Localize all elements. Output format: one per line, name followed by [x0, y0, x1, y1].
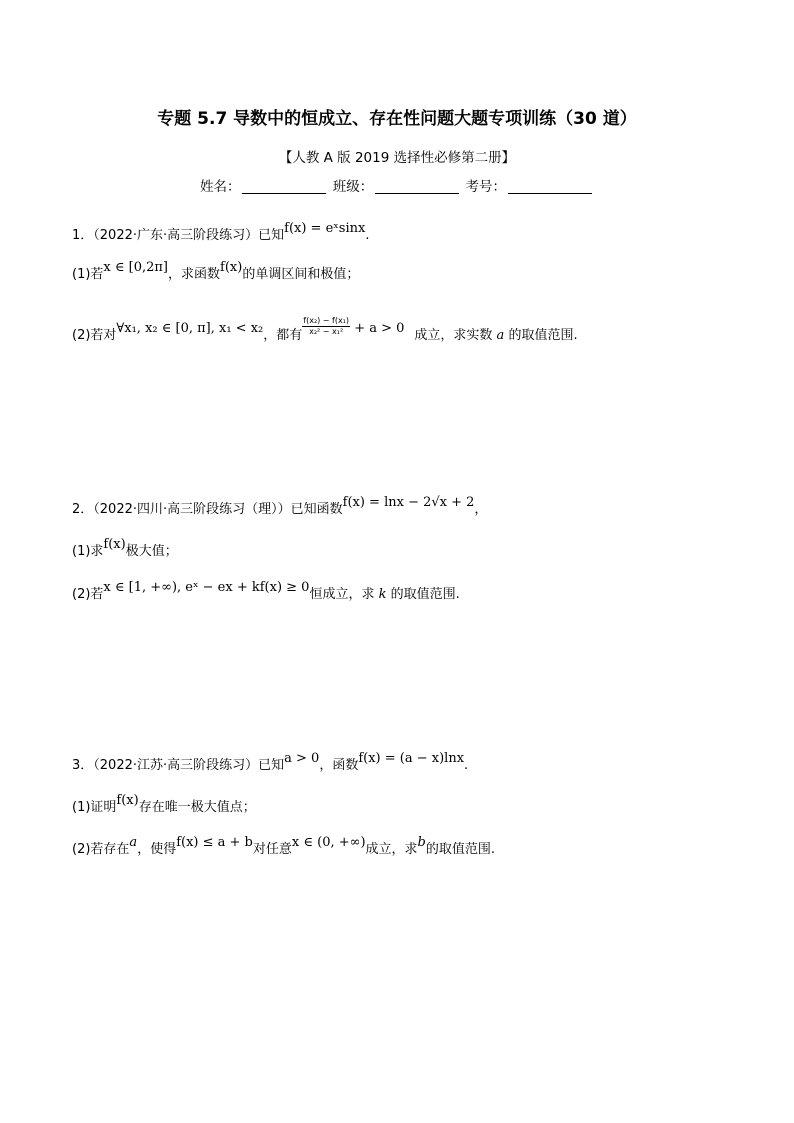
part-label: (2)若 — [72, 587, 104, 602]
fraction-denominator: x₂² − x₁² — [309, 327, 344, 336]
problem-2-stem — [72, 495, 488, 517]
problem-number: 3． — [72, 758, 94, 773]
problem-end: . — [464, 758, 469, 773]
problem-source: （2022·江苏·高三阶段练习）已知 — [93, 758, 285, 773]
part-condition: x ∈ [0,2π] — [103, 260, 169, 275]
part-tail-2: 的取值范围. — [504, 328, 578, 343]
problem-1-part-1 — [72, 260, 360, 282]
problem-1-stem — [72, 221, 370, 243]
page-title: 专题 5.7 导数中的恒成立、存在性问题大题专项训练（30 道） — [157, 109, 637, 129]
problem-end: ， — [474, 502, 488, 517]
number-blank[interactable] — [508, 179, 592, 194]
problem-end: . — [365, 228, 370, 243]
part-tail: 存在唯一极大值点； — [138, 800, 256, 815]
problem-2-part-2 — [72, 580, 460, 602]
class-blank[interactable] — [375, 179, 459, 194]
problem-3-part-1 — [72, 793, 256, 815]
problem-3-part-2 — [72, 835, 496, 857]
problem-1-part-2 — [72, 316, 578, 346]
part-label: (1)若 — [72, 267, 104, 282]
difference-quotient-fraction — [302, 316, 350, 337]
part-tail: 成立，求 — [365, 842, 418, 857]
name-blank[interactable] — [242, 179, 326, 194]
part-text: ，都有 — [263, 328, 303, 343]
part-tail-2: 的取值范围. — [386, 587, 460, 602]
part-variable: a — [496, 328, 505, 343]
problem-formula: f(x) = (a − x)lnx — [358, 751, 465, 766]
part-label: (2)若存在 — [72, 842, 130, 857]
problem-2-part-1 — [72, 537, 178, 559]
part-tail: 成立，求实数 — [414, 328, 497, 343]
part-inequality: + a > 0 — [350, 321, 405, 336]
part-condition: x ∈ [1, +∞), eˣ − ex + kf(x) ≥ 0 — [103, 580, 310, 595]
problem-3-stem — [72, 751, 469, 773]
part-function: f(x) — [103, 537, 126, 552]
problem-formula: f(x) = eˣsinx — [284, 221, 366, 236]
name-label: 姓名： — [199, 179, 241, 195]
problem-formula: f(x) = lnx − 2√x + 2 — [342, 495, 475, 510]
class-label: 班级： — [332, 179, 374, 195]
part-tail: 恒成立，求 — [309, 587, 379, 602]
part-label: (1)求 — [72, 544, 104, 559]
part-label: (2)若对 — [72, 328, 117, 343]
problem-source: （2022·四川·高三阶段练习（理））已知函数 — [93, 502, 343, 517]
part-inequality: f(x) ≤ a + b — [176, 835, 253, 850]
problem-source: （2022·广东·高三阶段练习）已知 — [93, 228, 285, 243]
part-text: ，使得 — [137, 842, 177, 857]
part-variable: a — [129, 835, 138, 850]
problem-number: 2． — [72, 502, 94, 517]
part-label: (1)证明 — [72, 800, 117, 815]
number-label: 考号： — [465, 179, 507, 195]
part-condition: ∀x₁, x₂ ∈ [0, π], x₁ < x₂ — [116, 321, 264, 336]
part-text-2: 对任意 — [252, 842, 292, 857]
part-function: f(x) — [220, 260, 243, 275]
part-variable-2: b — [417, 835, 426, 850]
problem-number: 1． — [72, 228, 94, 243]
part-text: ，求函数 — [168, 267, 221, 282]
fraction-numerator: f(x₂) − f(x₁) — [303, 316, 350, 325]
part-tail-2: 的取值范围. — [425, 842, 496, 857]
problem-condition: a > 0 — [284, 751, 320, 766]
page-subtitle: 【人教 A 版 2019 选择性必修第二册】 — [278, 150, 516, 166]
part-function: f(x) — [116, 793, 139, 808]
problem-text: ，函数 — [319, 758, 359, 773]
part-tail: 的单调区间和极值； — [242, 267, 360, 282]
part-tail: 极大值； — [125, 544, 178, 559]
part-condition: x ∈ (0, +∞) — [291, 835, 366, 850]
student-info-row — [0, 175, 794, 195]
part-variable: k — [378, 587, 387, 602]
